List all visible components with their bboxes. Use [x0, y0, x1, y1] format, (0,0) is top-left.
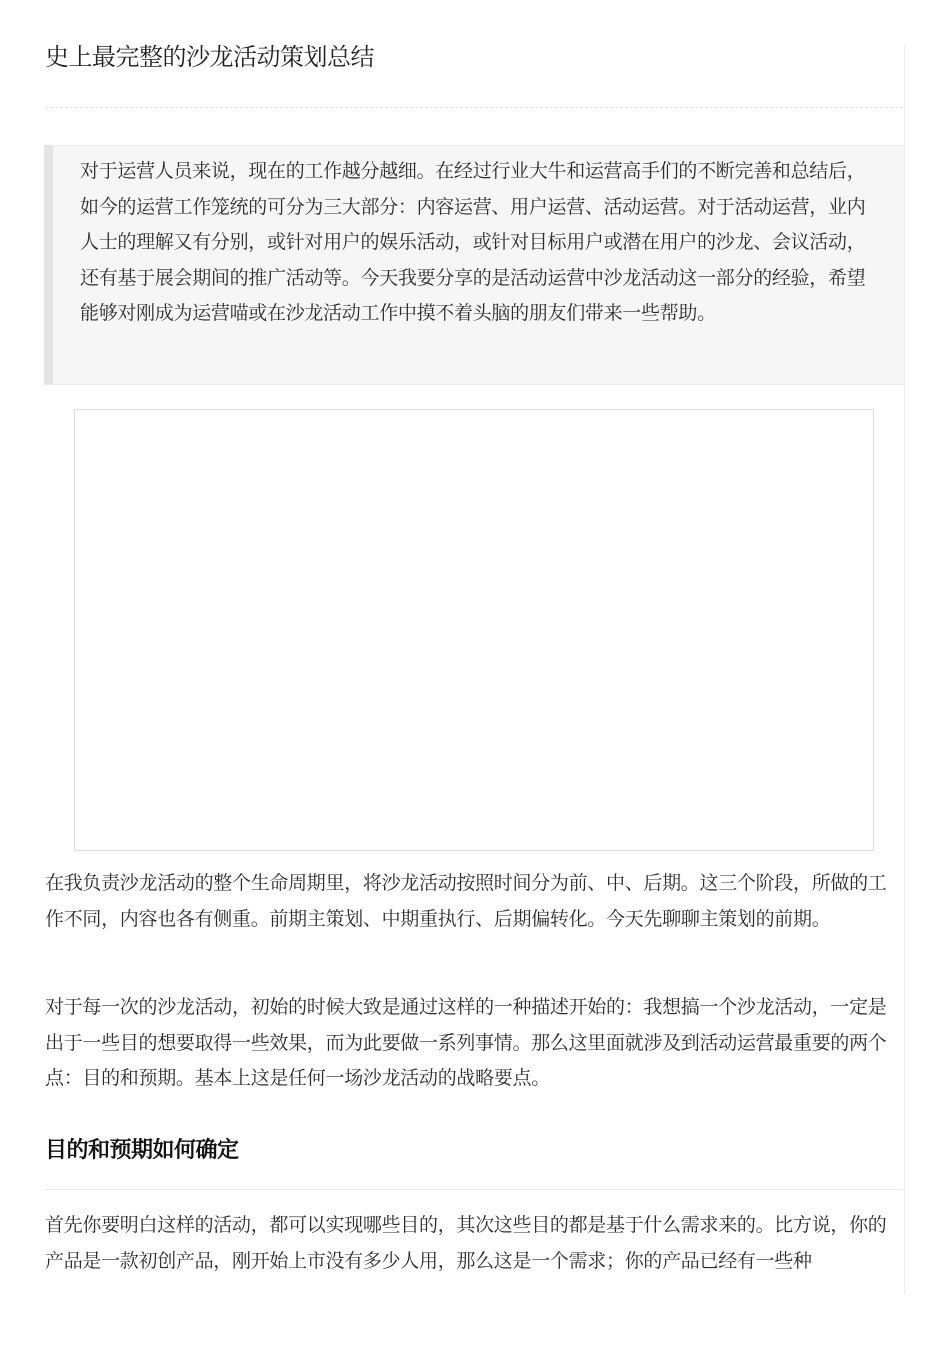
article-image-placeholder: [74, 409, 874, 851]
paragraph-strategy: 对于每一次的沙龙活动，初始的时候大致是通过这样的一种描述开始的：我想搞一个沙龙活动，一定是出于一些目的想要取得一些效果，而为此要做一系列事情。那么这里面就涉及到活动运营最重要的两个点：目的和预期。基本上这是任何一场沙龙活动的战略要点。: [45, 996, 887, 1090]
page-right-border: [904, 44, 905, 1294]
section-heading: 目的和预期如何确定: [45, 1138, 239, 1163]
paragraph-lifecycle: 在我负责沙龙活动的整个生命周期里，将沙龙活动按照时间分为前、中、后期。这三个阶段，所做的工作不同，内容也各有侧重。前期主策划、中期重执行、后期偏转化。今天先聊聊主策划的前期。: [45, 872, 887, 930]
intro-blockquote: [44, 145, 904, 385]
article-title: 史上最完整的沙龙活动策划总结: [45, 43, 374, 71]
title-divider: [45, 107, 903, 108]
section-divider: [45, 1189, 903, 1190]
paragraph-purpose: 首先你要明白这样的活动，都可以实现哪些目的，其次这些目的都是基于什么需求来的。比方说，你的产品是一款初创产品，刚开始上市没有多少人用，那么这是一个需求；你的产品已经有一些种: [45, 1214, 887, 1272]
intro-quote-text: 对于运营人员来说，现在的工作越分越细。在经过行业大牛和运营高手们的不断完善和总结后，如今的运营工作笼统的可分为三大部分：内容运营、用户运营、活动运营。对于活动运营，业内人士的理解又有分别，或针对用户的娱乐活动，或针对目标用户或潜在用户的沙龙、会议活动，还有基于展会期间的推广活动等。今天我要分享的是活动运营中沙龙活动这一部分的经验，希望能够对刚成为运营喵或在沙龙活动工作中摸不着头脑的朋友们带来一些帮助。: [80, 160, 866, 325]
